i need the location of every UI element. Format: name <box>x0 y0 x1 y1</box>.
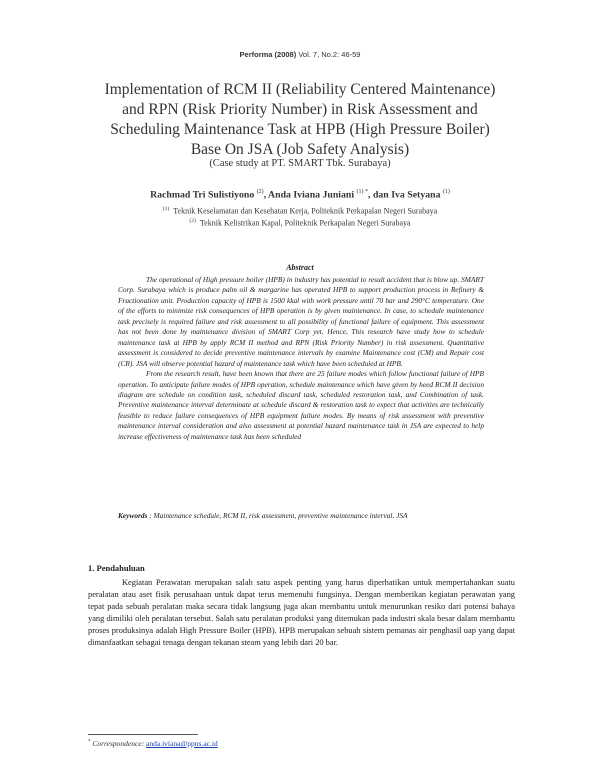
abstract-paragraph: From the research result, have been known that there are 25 failure modes which follow functional failure of HPB operation. To anticipate failure modes of HPB operation, schedule maintenance which have given by heed RCM II decision diagram are schedule on condition task, scheduled discard task, scheduled restoration task, and Combination of task. Preventive maintenance interval determinate at schedule discard & restoration task to expect that activities are technically feasible to reduce failure consequences of HPB equipment failure modes. By means of risk assessment with preventive maintenance interval consideration and also assessment at potential hazard maintenance task in JSA are expected to help increase effectiveness of maintenance task has been scheduled <box>118 369 484 441</box>
keywords-text: : Maintenance schedule, RCM II, risk assessment, preventive maintenance interval, JSA <box>147 511 408 520</box>
author-separator: , <box>263 189 269 201</box>
journal-name: Performa (2008) <box>239 50 297 59</box>
journal-header <box>0 50 600 59</box>
paper-title <box>70 80 530 160</box>
body-paragraph: Kegiatan Perawatan merupakan salah satu aspek penting yang harus diperhatikan untuk mempertahankan suatu peralatan atau aset fisik perusahaan untuk dapat terus memenuhi fungsinya. Dengan memberikan kegiatan perawatan yang tepat pada sebuah peralatan maka secara tidak langsung juga akan membantu untuk menurunkan resiko dari potensi bahaya yang dimiliki oleh peralatan tersebut. Salah satu peralatan produksi yang ditemukan pada industri skala besar dalam membantu proses produksinya adalah High Pressure Boiler (HPB). HPB merupakan sebuah sistem pemanas air penghasil uap yang dapat dimanfaatkan sebagai tenaga dengan tekanan steam yang lebih dari 20 bar. <box>88 578 515 647</box>
author-name: Rachmad Tri Sulistiyono <box>150 189 255 201</box>
title-line: Scheduling Maintenance Task at HPB (High Pressure Boiler) <box>110 121 490 138</box>
affiliation-text: Teknik Keselamatan dan Kesehatan Kerja, Politeknik Perkapalan Negeri Surabaya <box>173 206 438 216</box>
footnote-label: Correspondence: <box>92 739 145 748</box>
footnote <box>88 739 218 748</box>
affiliation <box>60 206 540 216</box>
affiliation-text: Teknik Kelistrikan Kapal, Politeknik Perkapalan Negeri Surabaya <box>199 218 411 228</box>
author-list <box>60 189 540 200</box>
paper-subtitle: (Case study at PT. SMART Tbk. Surabaya) <box>209 158 391 169</box>
correspondence-email-link[interactable]: anda.iviana@ppns.ac.id <box>146 739 218 748</box>
section-heading: 1. Pendahuluan <box>88 563 145 573</box>
abstract-paragraph: The operational of High pressure boiler (HPB) in industry has potential to result accident that is blow up. SMART Corp. Surabaya which is produce palm oil & margarine has operated HPB to support production process in Refinery & Fractionation unit. Production capacity of HPB is 1500 kkal with work pressure until 70 bar and 290°C temperature. One of the efforts to minimize risk consequences of HPB operation is by given maintenance. In case, to schedule maintenance task precisely is required failure and risk assessment to all possibility of functional failure of equipment. This assessment has not been done by maintenance division of SMART Corp yet. Hence, This research have study how to schedule maintenance task at HPB by apply RCM II method and RPN (Risk Priority Number) in risk assessment. Quantitative assessment is considered to decide preventive maintenance intervals by examine Maintenance cost (CM) and Repair cost (CR). JSA will observe potential hazard of maintenance task which have been scheduled at HPB. <box>118 275 484 368</box>
title-line: and RPN (Risk Priority Number) in Risk Assessment and <box>122 101 478 118</box>
author-mark: (1) * <box>356 189 369 195</box>
abstract-heading: Abstract <box>286 263 314 272</box>
footnote-divider <box>88 734 198 735</box>
affiliation-mark: (2) <box>189 218 196 224</box>
author-name: Iva Setyana <box>391 189 441 201</box>
title-line: Implementation of RCM II (Reliability Centered Maintenance) <box>104 81 496 98</box>
section-body <box>88 577 515 648</box>
author-separator: , dan <box>368 189 392 201</box>
abstract-body <box>118 275 484 442</box>
author-name: Anda Iviana Juniani <box>268 189 355 201</box>
affiliation-mark: (1) <box>162 206 170 212</box>
author-mark: (2) <box>256 189 264 195</box>
journal-volume: Vol. 7, No.2: 46-59 <box>298 50 361 59</box>
affiliation <box>60 218 540 228</box>
title-line: Base On JSA (Job Safety Analysis) <box>190 141 410 158</box>
keywords <box>118 511 498 520</box>
keywords-label: Keywords <box>118 511 148 520</box>
author-mark: (1) <box>442 189 450 195</box>
footnote-mark: * <box>88 739 91 745</box>
